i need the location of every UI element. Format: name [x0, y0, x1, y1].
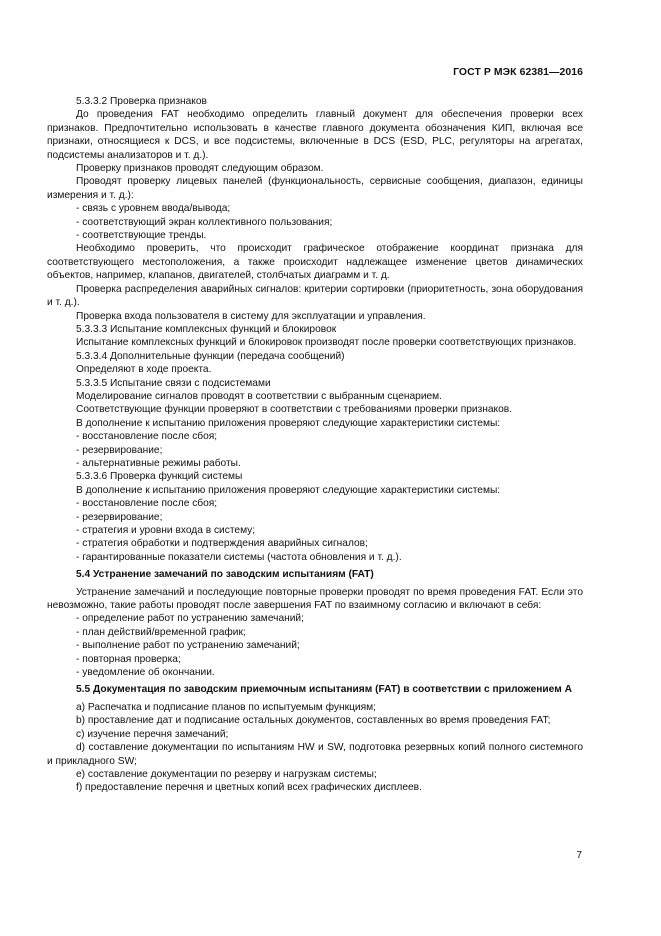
section-heading-5-4: 5.4 Устранение замечаний по заводским испытаниям (FAT): [76, 569, 374, 581]
list-item: - резервирование;: [76, 444, 163, 456]
list-item: a) Распечатка и подписание планов по испытуемым функциям;: [76, 701, 376, 713]
list-item: - план действий/временной график;: [76, 626, 246, 638]
list-item: - резервирование;: [76, 511, 163, 523]
list-item: - стратегия обработки и подтверждения аварийных сигналов;: [76, 538, 368, 550]
list-item: d) составление документации по испытаниям HW и SW, подготовка резервных копий полного системного и прикладного SW;: [47, 742, 583, 767]
list-item: b) проставление дат и подписание остальных документов, составленных во время проведения FAT;: [76, 715, 551, 727]
paragraph: Необходимо проверить, что происходит графическое отображение координат признака для соответствующего местоположения, а также происходит надлежащее изменение цветов динамических объектов, например, клапанов, двигателей, столбчатых диаграмм и т. д.: [47, 243, 583, 282]
paragraph: До проведения FAT необходимо определить главный документ для обеспечения проверки всех признаков. Предпочтительно использовать в качестве главного документа обозначения КИП, включая все признаки, относящиеся к DCS, и все подсистемы, включенные в DCS (ESD, PLC, регуляторы на агрегатах, подсистемы анализаторов и т. д.).: [47, 109, 583, 161]
list-item: - восстановление после сбоя;: [76, 498, 218, 510]
section-heading-5-3-3-4: 5.3.3.4 Дополнительные функции (передача сообщений): [76, 350, 345, 362]
list-item: - уведомление об окончании.: [76, 667, 215, 679]
list-item: - соответствующие тренды.: [76, 230, 207, 242]
paragraph: В дополнение к испытанию приложения проверяют следующие характеристики системы:: [76, 417, 501, 429]
section-heading-5-3-3-6: 5.3.3.6 Проверка функций системы: [76, 471, 243, 483]
paragraph: Определяют в ходе проекта.: [76, 364, 212, 376]
list-item: - альтернативные режимы работы.: [76, 457, 241, 469]
list-item: - гарантированные показатели системы (частота обновления и т. д.).: [76, 551, 402, 563]
list-item: c) изучение перечня замечаний;: [76, 728, 229, 740]
list-item: - выполнение работ по устранению замечаний;: [76, 640, 300, 652]
section-heading-5-5: 5.5 Документация по заводским приемочным испытаниям (FAT) в соответствии с приложением А: [76, 684, 572, 696]
list-item: - стратегия и уровни входа в систему;: [76, 525, 256, 536]
list-item: - связь с уровнем ввода/вывода;: [76, 203, 231, 215]
paragraph: Испытание комплексных функций и блокировок производят после проверки соответствующих признаков.: [76, 337, 577, 349]
section-heading-5-3-3-3: 5.3.3.3 Испытание комплексных функций и блокировок: [76, 323, 337, 335]
paragraph: Устранение замечаний и последующие повторные проверки проводят по время проведения FAT. Если это невозможно, такие работы проводят после завершения FAT по взаимному согласию и включают в себя:: [47, 586, 583, 612]
list-item: - восстановление после сбоя;: [76, 431, 218, 443]
list-item: - определение работ по устранению замечаний;: [76, 613, 304, 625]
list-item: - повторная проверка;: [76, 653, 181, 665]
paragraph: Проверка входа пользователя в систему для эксплуатации и управления.: [76, 310, 426, 322]
paragraph: Проводят проверку лицевых панелей (функциональность, сервисные сообщения, диапазон, единицы измерения и т. д.):: [47, 176, 583, 201]
standard-code-header: ГОСТ Р МЭК 62381—2016: [453, 67, 583, 78]
paragraph: Проверку признаков проводят следующим образом.: [76, 163, 324, 175]
list-item: e) составление документации по резерву и нагрузкам системы;: [76, 768, 377, 780]
list-item: f) предоставление перечня и цветных копий всех графических дисплеев.: [76, 782, 422, 794]
page-number: 7: [576, 850, 582, 861]
paragraph: Проверка распределения аварийных сигналов: критерии сортировки (приоритетность, зона оборудования и т. д.).: [47, 283, 583, 309]
list-item: - соответствующий экран коллективного пользования;: [76, 216, 333, 228]
document-body: [47, 95, 583, 795]
section-heading-5-3-3-5: 5.3.3.5 Испытание связи с подсистемами: [76, 377, 271, 389]
paragraph: Моделирование сигналов проводят в соответствии с выбранным сценарием.: [76, 390, 443, 402]
paragraph: Соответствующие функции проверяют в соответствии с требованиями проверки признаков.: [76, 404, 513, 416]
section-heading-5-3-3-2: 5.3.3.2 Проверка признаков: [76, 96, 207, 107]
paragraph: В дополнение к испытанию приложения проверяют следующие характеристики системы:: [76, 484, 501, 496]
